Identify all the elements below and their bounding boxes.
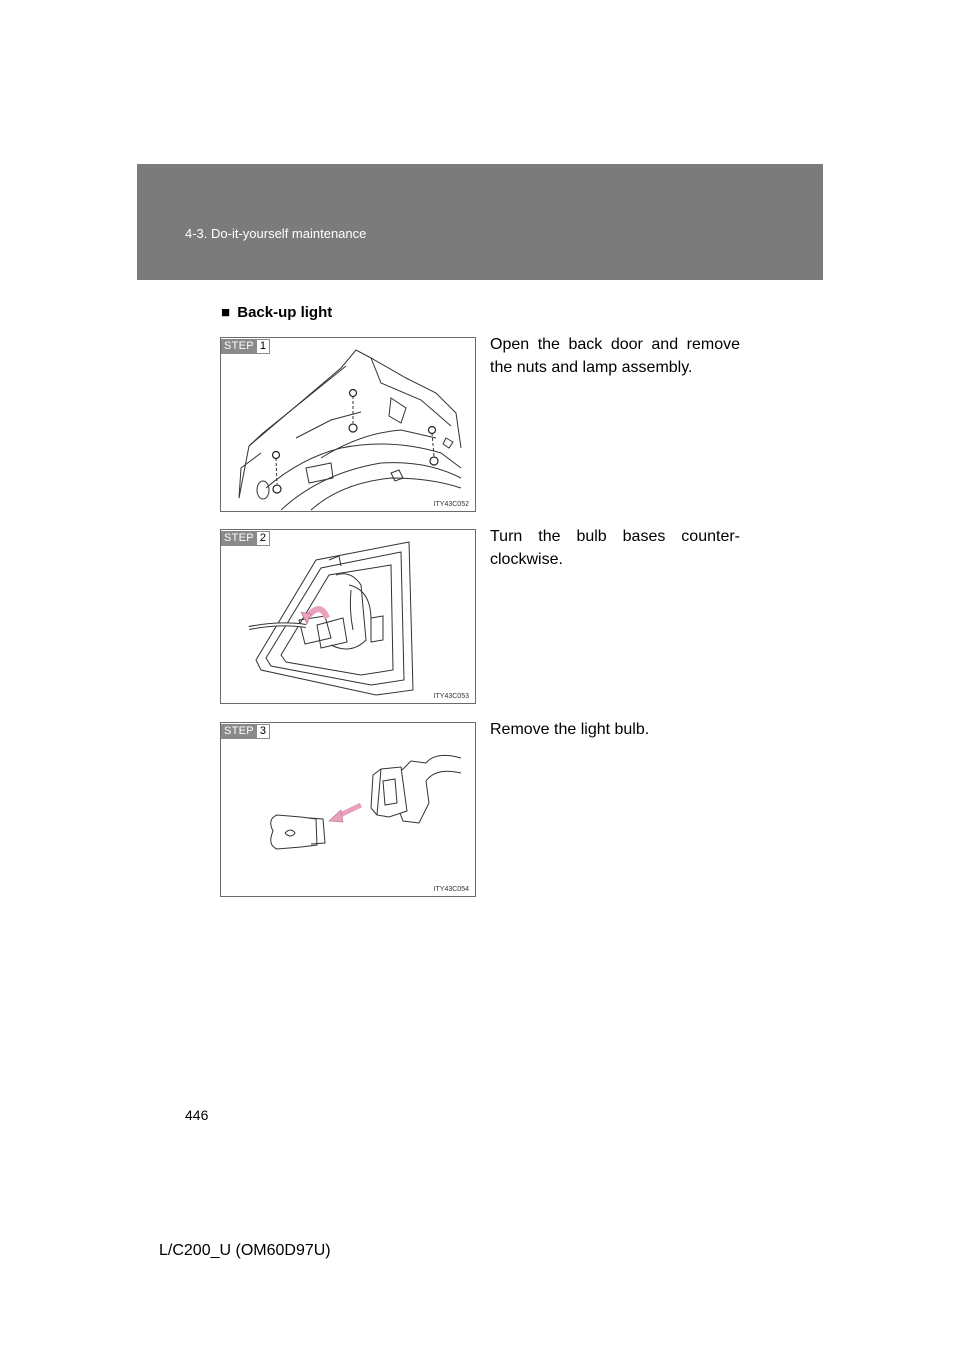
document-code: L/C200_U (OM60D97U) xyxy=(159,1242,331,1259)
bulb-removal-drawing xyxy=(221,723,475,896)
lamp-assembly-drawing xyxy=(221,530,475,703)
step-2-badge xyxy=(221,531,270,546)
step-number: 2 xyxy=(257,531,270,546)
figure-code: ITY43C052 xyxy=(433,501,469,508)
back-door-nuts-drawing xyxy=(221,338,475,511)
step-label: STEP xyxy=(221,724,257,739)
section-heading xyxy=(221,304,332,321)
bullet-square-icon: ■ xyxy=(221,304,231,321)
step-3-illustration xyxy=(220,722,476,897)
step-number: 3 xyxy=(257,724,270,739)
step-1-illustration xyxy=(220,337,476,512)
header-band xyxy=(137,164,823,280)
step-2-illustration xyxy=(220,529,476,704)
step-1-badge xyxy=(221,339,270,354)
step-2-instruction: Turn the bulb bases counter-clockwise. xyxy=(490,528,740,568)
section-title: Back-up light xyxy=(237,304,333,321)
step-3-instruction: Remove the light bulb. xyxy=(490,721,650,738)
section-breadcrumb: 4-3. Do-it-yourself maintenance xyxy=(185,226,367,241)
step-label: STEP xyxy=(221,531,257,546)
figure-code: ITY43C053 xyxy=(433,693,469,700)
step-1-instruction: Open the back door and remove the nuts and lamp assembly. xyxy=(490,336,740,376)
page-number: 446 xyxy=(185,1107,209,1123)
step-number: 1 xyxy=(257,339,270,354)
step-label: STEP xyxy=(221,339,257,354)
figure-code: ITY43C054 xyxy=(433,886,469,893)
step-3-badge xyxy=(221,724,270,739)
